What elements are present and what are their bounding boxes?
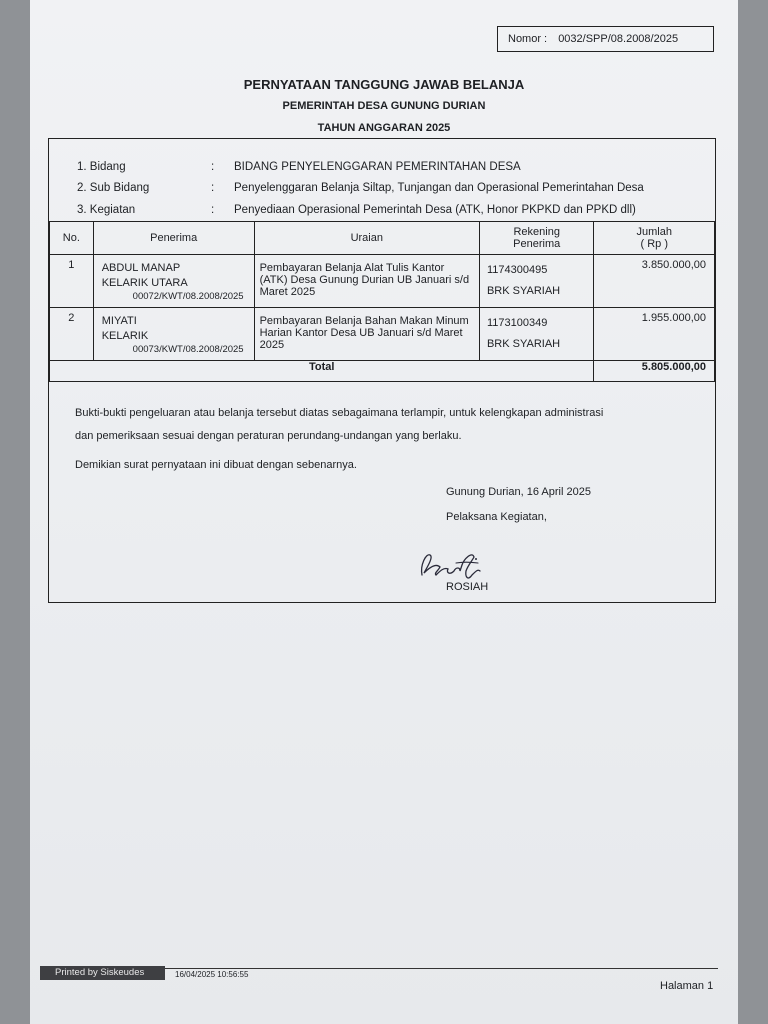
paragraph-bukti-line2: dan pemeriksaan sesuai dengan peraturan perundang-undangan yang berlaku. — [75, 430, 462, 442]
penerima-name: ABDUL MANAP — [101, 262, 181, 274]
total-label: Total — [50, 361, 594, 382]
row-no: 2 — [68, 312, 75, 324]
col-no-header: No. — [50, 222, 94, 255]
row-rekening-cell — [479, 255, 594, 308]
row-no: 1 — [68, 259, 75, 271]
row-rekening-cell — [479, 308, 594, 361]
info-label: 1. Bidang — [77, 161, 126, 173]
col-uraian-header: Uraian — [254, 222, 479, 255]
rekening-bank: BRK SYARIAH — [486, 338, 561, 350]
col-jumlah-header — [594, 222, 715, 255]
signature-role: Pelaksana Kegiatan, — [446, 511, 547, 523]
table-header-row — [50, 222, 715, 255]
printed-by-label: Printed by Siskeudes — [40, 966, 165, 980]
row-no-cell — [50, 308, 94, 361]
signer-name: ROSIAH — [446, 581, 489, 593]
page-number: Halaman 1 — [660, 980, 714, 992]
printed-timestamp: 16/04/2025 10:56:55 — [175, 970, 249, 979]
table-row — [50, 255, 715, 308]
row-uraian: Pembayaran Belanja Alat Tulis Kantor (ATK) Desa Gunung Durian UB Januari s/d Maret 2025 — [259, 262, 470, 298]
total-value: 5.805.000,00 — [594, 361, 715, 382]
col-jumlah-header-line2: ( Rp ) — [640, 238, 668, 250]
col-rekening-header — [479, 222, 594, 255]
penerima-location: KELARIK — [101, 330, 149, 342]
penerima-name: MIYATI — [101, 315, 137, 327]
info-colon: : — [211, 182, 215, 194]
rekening-bank: BRK SYARIAH — [486, 285, 561, 297]
rekening-number: 1174300495 — [486, 264, 548, 276]
row-uraian-cell — [254, 255, 479, 308]
row-jumlah: 1.955.000,00 — [641, 312, 706, 324]
row-uraian: Pembayaran Belanja Bahan Makan Minum Harian Kantor Desa UB Januari s/d Maret 2025 — [259, 315, 469, 351]
nomor-box — [497, 26, 714, 52]
info-colon: : — [211, 204, 215, 216]
signature-place-date: Gunung Durian, 16 April 2025 — [446, 486, 591, 498]
row-penerima-cell — [93, 308, 254, 361]
rekening-number: 1173100349 — [486, 317, 548, 329]
info-label: 2. Sub Bidang — [77, 182, 150, 194]
document-subtitle: PEMERINTAH DESA GUNUNG DURIAN — [282, 100, 486, 112]
col-jumlah-header-line1: Jumlah — [636, 226, 672, 238]
expense-table — [49, 221, 715, 382]
info-value: BIDANG PENYELENGGARAN PEMERINTAHAN DESA — [234, 161, 521, 173]
paragraph-demikian: Demikian surat pernyataan ini dibuat dengan sebenarnya. — [75, 459, 357, 471]
paragraph-bukti-line1: Bukti-bukti pengeluaran atau belanja tersebut diatas sebagaimana terlampir, untuk kelengkapan administrasi — [75, 407, 604, 419]
table-total-row — [50, 361, 715, 382]
row-uraian-cell — [254, 308, 479, 361]
document-title: PERNYATAAN TANGGUNG JAWAB BELANJA — [243, 77, 525, 92]
info-value: Penyelenggaran Belanja Siltap, Tunjangan dan Operasional Pemerintahan Desa — [234, 182, 644, 194]
row-jumlah-cell — [594, 308, 715, 361]
info-colon: : — [211, 161, 215, 173]
row-penerima-cell — [93, 255, 254, 308]
row-no-cell — [50, 255, 94, 308]
table-row — [50, 308, 715, 361]
penerima-kwt-number: 00072/KWT/08.2008/2025 — [132, 291, 244, 302]
statement-frame — [48, 138, 716, 603]
info-label: 3. Kegiatan — [77, 204, 136, 216]
document-page — [30, 0, 738, 1024]
col-rekening-header-line2: Penerima — [513, 238, 561, 250]
nomor-label: Nomor : — [508, 33, 548, 45]
info-value: Penyediaan Operasional Pemerintah Desa (ATK, Honor PKPKD dan PPKD dll) — [234, 204, 636, 216]
penerima-kwt-number: 00073/KWT/08.2008/2025 — [132, 344, 244, 355]
col-penerima-header: Penerima — [93, 222, 254, 255]
penerima-location: KELARIK UTARA — [101, 277, 188, 289]
document-year: TAHUN ANGGARAN 2025 — [317, 122, 451, 134]
row-jumlah-cell — [594, 255, 715, 308]
col-rekening-header-line1: Rekening — [513, 226, 560, 238]
nomor-value: 0032/SPP/08.2008/2025 — [558, 33, 679, 45]
row-jumlah: 3.850.000,00 — [641, 259, 706, 271]
